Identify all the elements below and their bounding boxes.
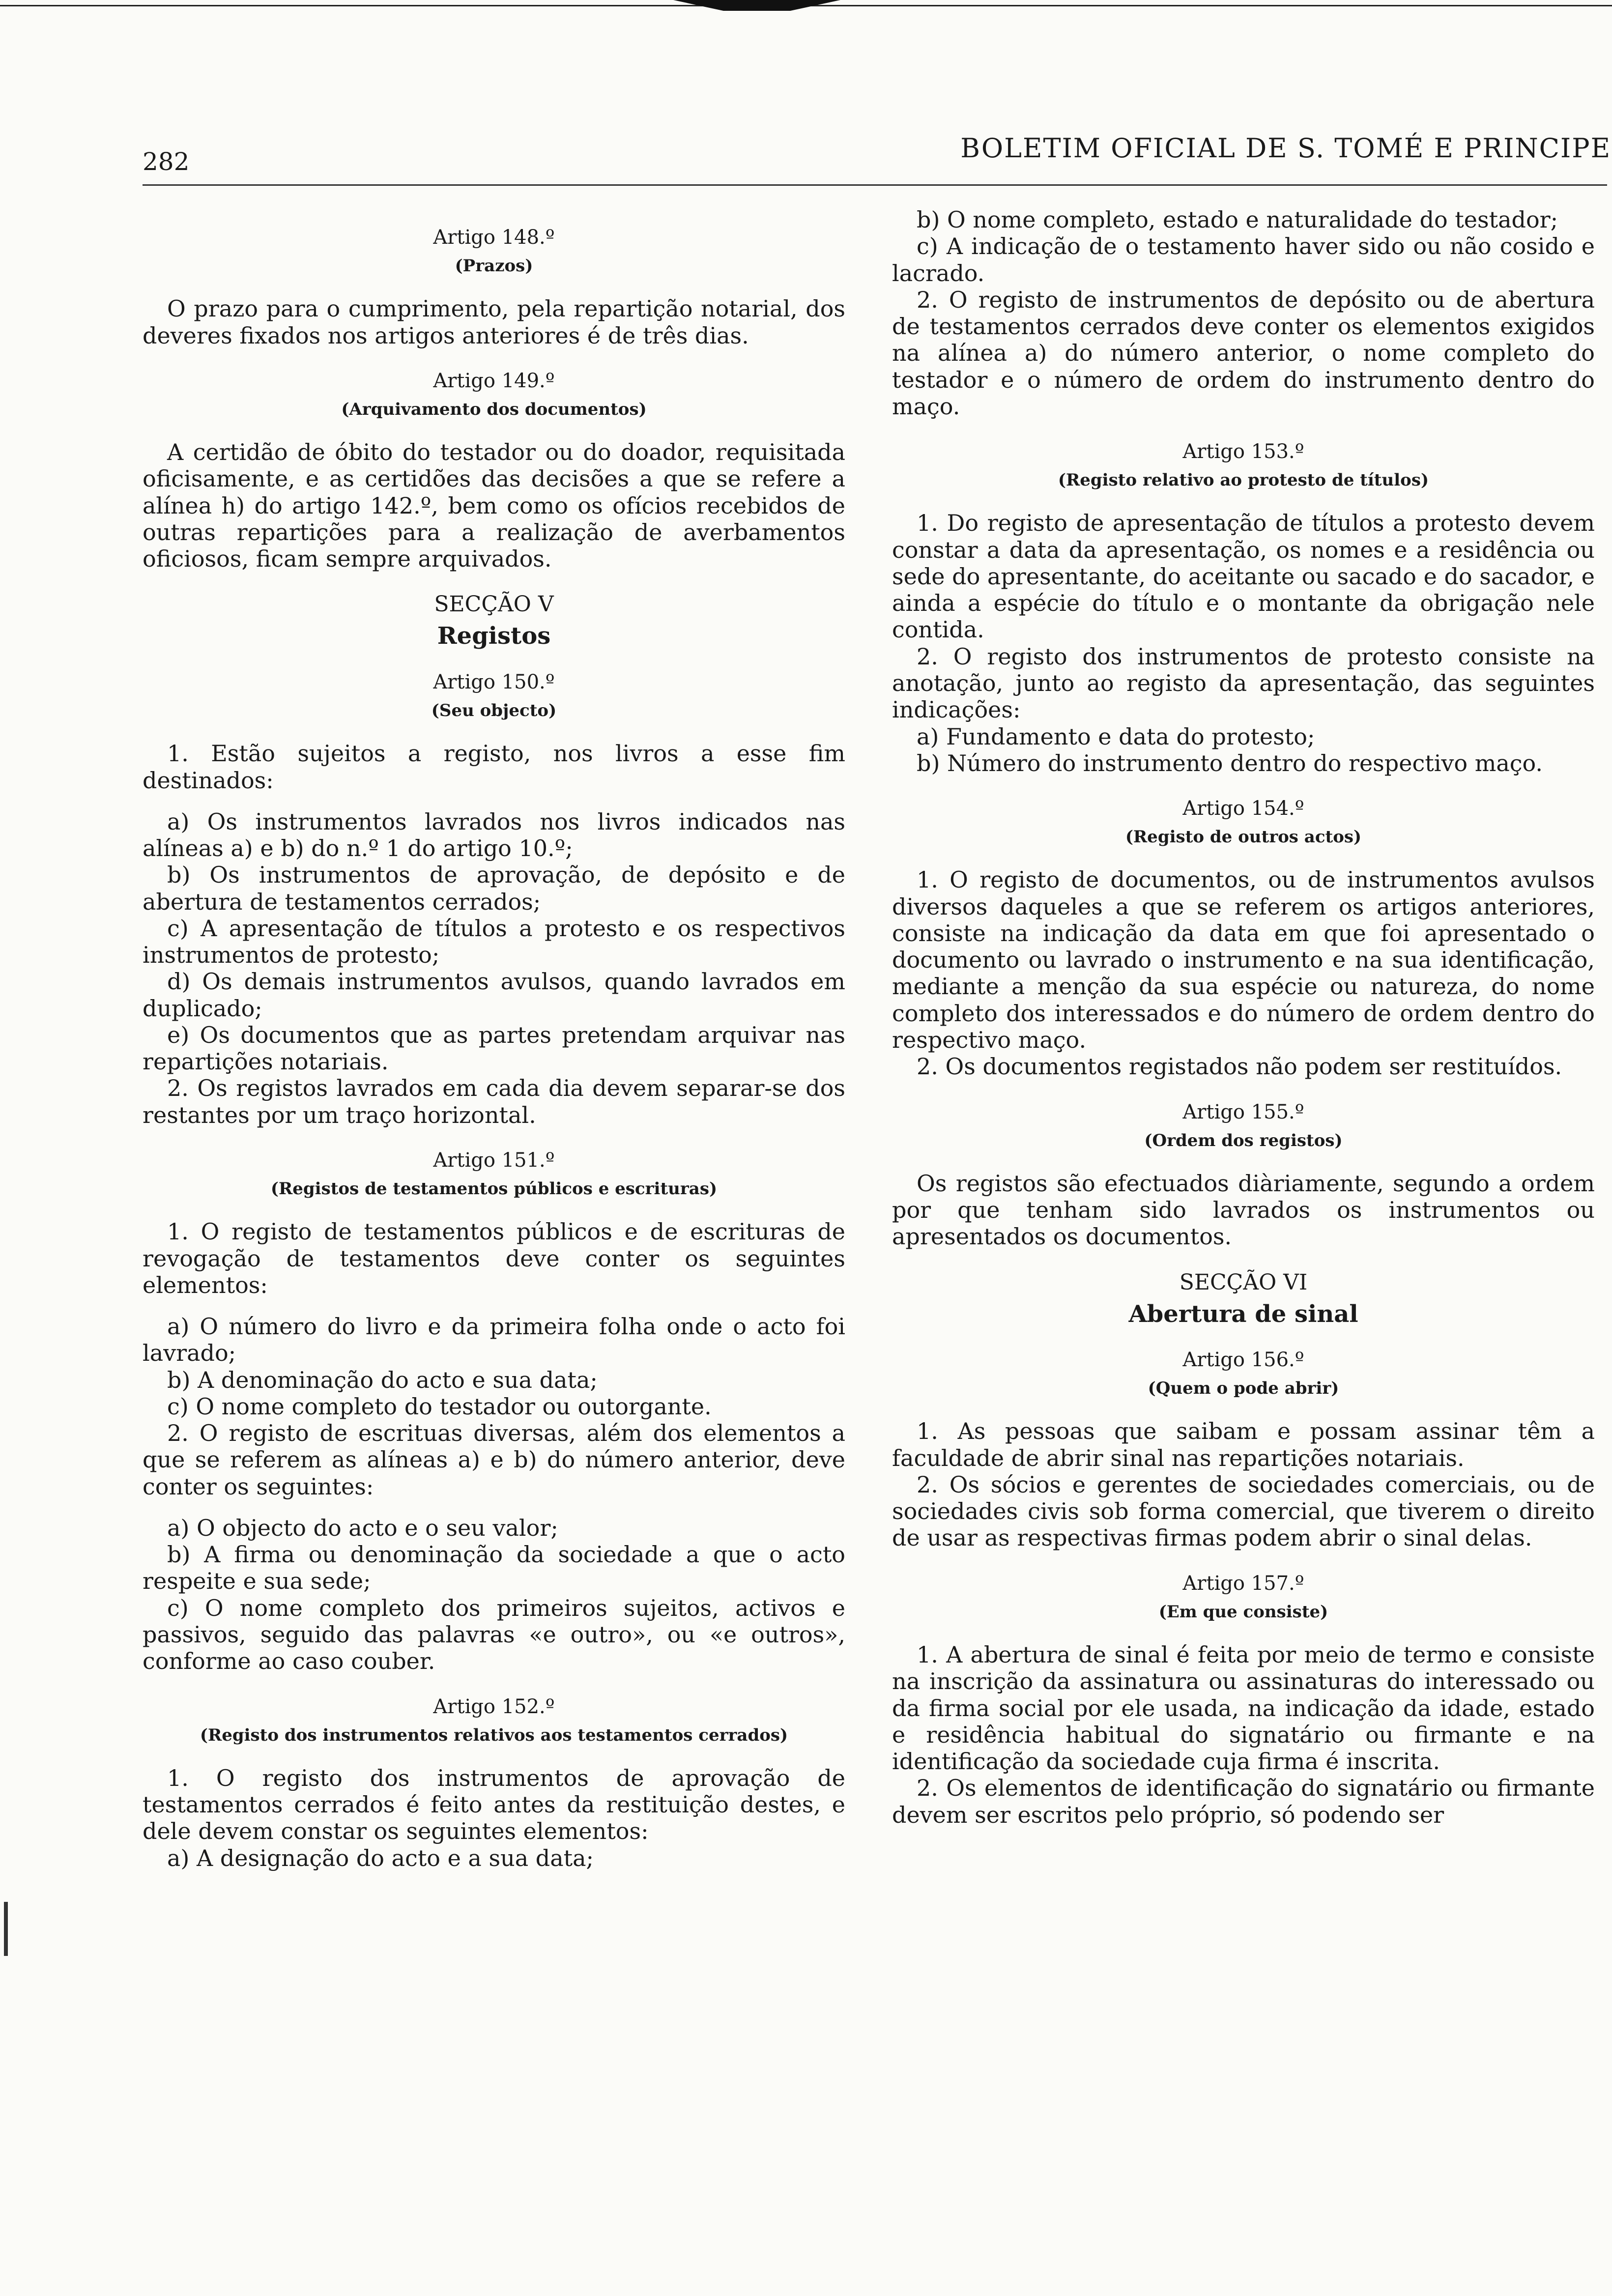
- list-item: b) A firma ou denominação da sociedade a que o acto respeite e sua sede;: [143, 1541, 845, 1595]
- list-item: e) Os documentos que as partes pretendam arquivar nas repartições notariais.: [143, 1021, 845, 1075]
- paragraph: Os registos são efectuados diàriamente, segundo a ordem por que tenham sido lavrados os instrumentos ou apresentados os documentos.: [892, 1170, 1595, 1250]
- list-item: a) O número do livro e da primeira folha onde o acto foi lavrado;: [143, 1313, 845, 1367]
- article-heading: Artigo 152.º: [433, 1695, 555, 1718]
- paragraph: 1. O registo de testamentos públicos e de escrituras de revogação de testamentos deve conter os seguintes elementos:: [143, 1218, 845, 1298]
- list-item: c) O nome completo do testador ou outorgante.: [167, 1393, 712, 1420]
- paragraph: 2. Os documentos registados não podem ser restituídos.: [917, 1053, 1562, 1080]
- list-item: c) A indicação de o testamento haver sido ou não cosido e lacrado.: [892, 233, 1595, 287]
- section-label: SECÇÃO V: [434, 592, 554, 617]
- list-item: c) O nome completo dos primeiros sujeitos, activos e passivos, seguido das palavras «e outro», ou «e outros», conforme ao caso couber.: [143, 1594, 845, 1675]
- list-item: b) Número do instrumento dentro do respectivo maço.: [917, 749, 1543, 776]
- article-rubric: (Registo de outros actos): [1125, 827, 1362, 847]
- section-title: Registos: [437, 622, 551, 650]
- article-heading: Artigo 154.º: [1182, 797, 1304, 820]
- article-rubric: (Registo relativo ao protesto de títulos): [1058, 470, 1429, 490]
- section-label: SECÇÃO VI: [1179, 1269, 1308, 1295]
- list-item: a) Fundamento e data do protesto;: [917, 723, 1315, 750]
- paragraph: 1. As pessoas que saibam e possam assinar têm a faculdade de abrir sinal nas repartições notariais.: [892, 1418, 1595, 1471]
- list-item: a) O objecto do acto e o seu valor;: [167, 1514, 558, 1541]
- article-heading: Artigo 150.º: [433, 670, 555, 693]
- page-number: 282: [143, 147, 190, 176]
- paragraph: A certidão de óbito do testador ou do doador, requisitada oficisamente, e as certidões das decisões a que se refere a alínea h) do artigo 142.º, bem como os ofícios recebidos de outras repartições para a realização de averbamentos oficiosos, ficam sempre arquivados.: [143, 439, 845, 573]
- article-rubric: (Quem o pode abrir): [1148, 1378, 1339, 1399]
- article-heading: Artigo 155.º: [1182, 1100, 1304, 1123]
- paragraph: 1. Do registo de apresentação de títulos a protesto devem constar a data da apresentação, os nomes e a residência ou sede do apresentante, do aceitante ou sacado e do sacador, e ainda a espécie do título e o montante da obrigação nele contida.: [892, 510, 1595, 643]
- list-item: c) A apresentação de títulos a protesto e os respectivos instrumentos de protesto;: [143, 915, 845, 969]
- article-heading: Artigo 157.º: [1182, 1572, 1304, 1595]
- article-rubric: (Em que consiste): [1158, 1602, 1328, 1622]
- section-title: Abertura de sinal: [1128, 1300, 1358, 1328]
- paragraph: O prazo para o cumprimento, pela repartição notarial, dos deveres fixados nos artigos anteriores é de três dias.: [143, 295, 845, 349]
- paragraph: 2. Os registos lavrados em cada dia devem separar-se dos restantes por um traço horizontal.: [143, 1075, 845, 1128]
- margin-mark: [4, 1902, 8, 1956]
- left-column: [143, 206, 845, 1871]
- article-rubric: (Arquivamento dos documentos): [341, 400, 647, 420]
- binding-mark: [673, 0, 840, 11]
- running-title: BOLETIM OFICIAL DE S. TOMÉ E PRINCIPE: [960, 133, 1611, 164]
- paragraph: 2. O registo de instrumentos de depósito ou de abertura de testamentos cerrados deve conter os elementos exigidos na alínea a) do número anterior, o nome completo do testador e o número de ordem do instrumento dentro do maço.: [892, 286, 1595, 420]
- article-heading: Artigo 149.º: [433, 369, 555, 392]
- article-rubric: (Registo dos instrumentos relativos aos testamentos cerrados): [200, 1725, 788, 1745]
- paragraph: 2. O registo de escrituas diversas, além dos elementos a que se referem as alíneas a) e b) do número anterior, deve conter os seguintes:: [143, 1420, 845, 1500]
- list-item: a) Os instrumentos lavrados nos livros indicados nas alíneas a) e b) do n.º 1 do artigo 10.º;: [143, 808, 845, 862]
- article-heading: Artigo 156.º: [1182, 1349, 1304, 1372]
- paragraph: 1. Estão sujeitos a registo, nos livros a esse fim destinados:: [143, 740, 845, 794]
- list-item: b) Os instrumentos de aprovação, de depósito e de abertura de testamentos cerrados;: [143, 861, 845, 915]
- article-heading: Artigo 148.º: [433, 226, 555, 249]
- article-heading: Artigo 153.º: [1182, 440, 1304, 463]
- list-item: a) A designação do acto e a sua data;: [167, 1844, 594, 1871]
- paragraph: 1. A abertura de sinal é feita por meio de termo e consiste na inscrição da assinatura ou assinaturas do interessado ou da firma social por ele usada, na indicação da idade, estado e residência habitual do signatário ou firmante e na identificação da sociedade cuja firma é inscrita.: [892, 1641, 1595, 1775]
- right-column: [892, 206, 1595, 1828]
- paragraph: 1. O registo dos instrumentos de aprovação de testamentos cerrados é feito antes da restituição destes, e dele devem constar os seguintes elementos:: [143, 1764, 845, 1845]
- article-rubric: (Seu objecto): [431, 701, 557, 721]
- paragraph: 1. O registo de documentos, ou de instrumentos avulsos diversos daqueles a que se referem os artigos anteriores, consiste na indicação da data em que foi apresentado o documento ou lavrado o instrumento e na sua identificação, mediante a menção da sua espécie ou natureza, do nome completo dos interessados e do número de ordem dentro do respectivo maço.: [892, 866, 1595, 1053]
- paragraph: 2. Os elementos de identificação do signatário ou firmante devem ser escritos pelo próprio, só podendo ser: [892, 1775, 1595, 1828]
- header-rule: [143, 184, 1607, 186]
- article-rubric: (Prazos): [455, 256, 533, 276]
- paragraph: 2. O registo dos instrumentos de protesto consiste na anotação, junto ao registo da apresentação, das seguintes indicações:: [892, 643, 1595, 723]
- paragraph: 2. Os sócios e gerentes de sociedades comerciais, ou de sociedades civis sob forma comercial, que tiverem o direito de usar as respectivas firmas podem abrir o sinal delas.: [892, 1471, 1595, 1551]
- list-item: b) O nome completo, estado e naturalidade do testador;: [917, 206, 1558, 233]
- article-heading: Artigo 151.º: [433, 1149, 555, 1172]
- list-item: b) A denominação do acto e sua data;: [167, 1366, 598, 1393]
- article-rubric: (Registos de testamentos públicos e escrituras): [270, 1179, 718, 1199]
- article-rubric: (Ordem dos registos): [1144, 1130, 1343, 1150]
- list-item: d) Os demais instrumentos avulsos, quando lavrados em duplicado;: [143, 968, 845, 1022]
